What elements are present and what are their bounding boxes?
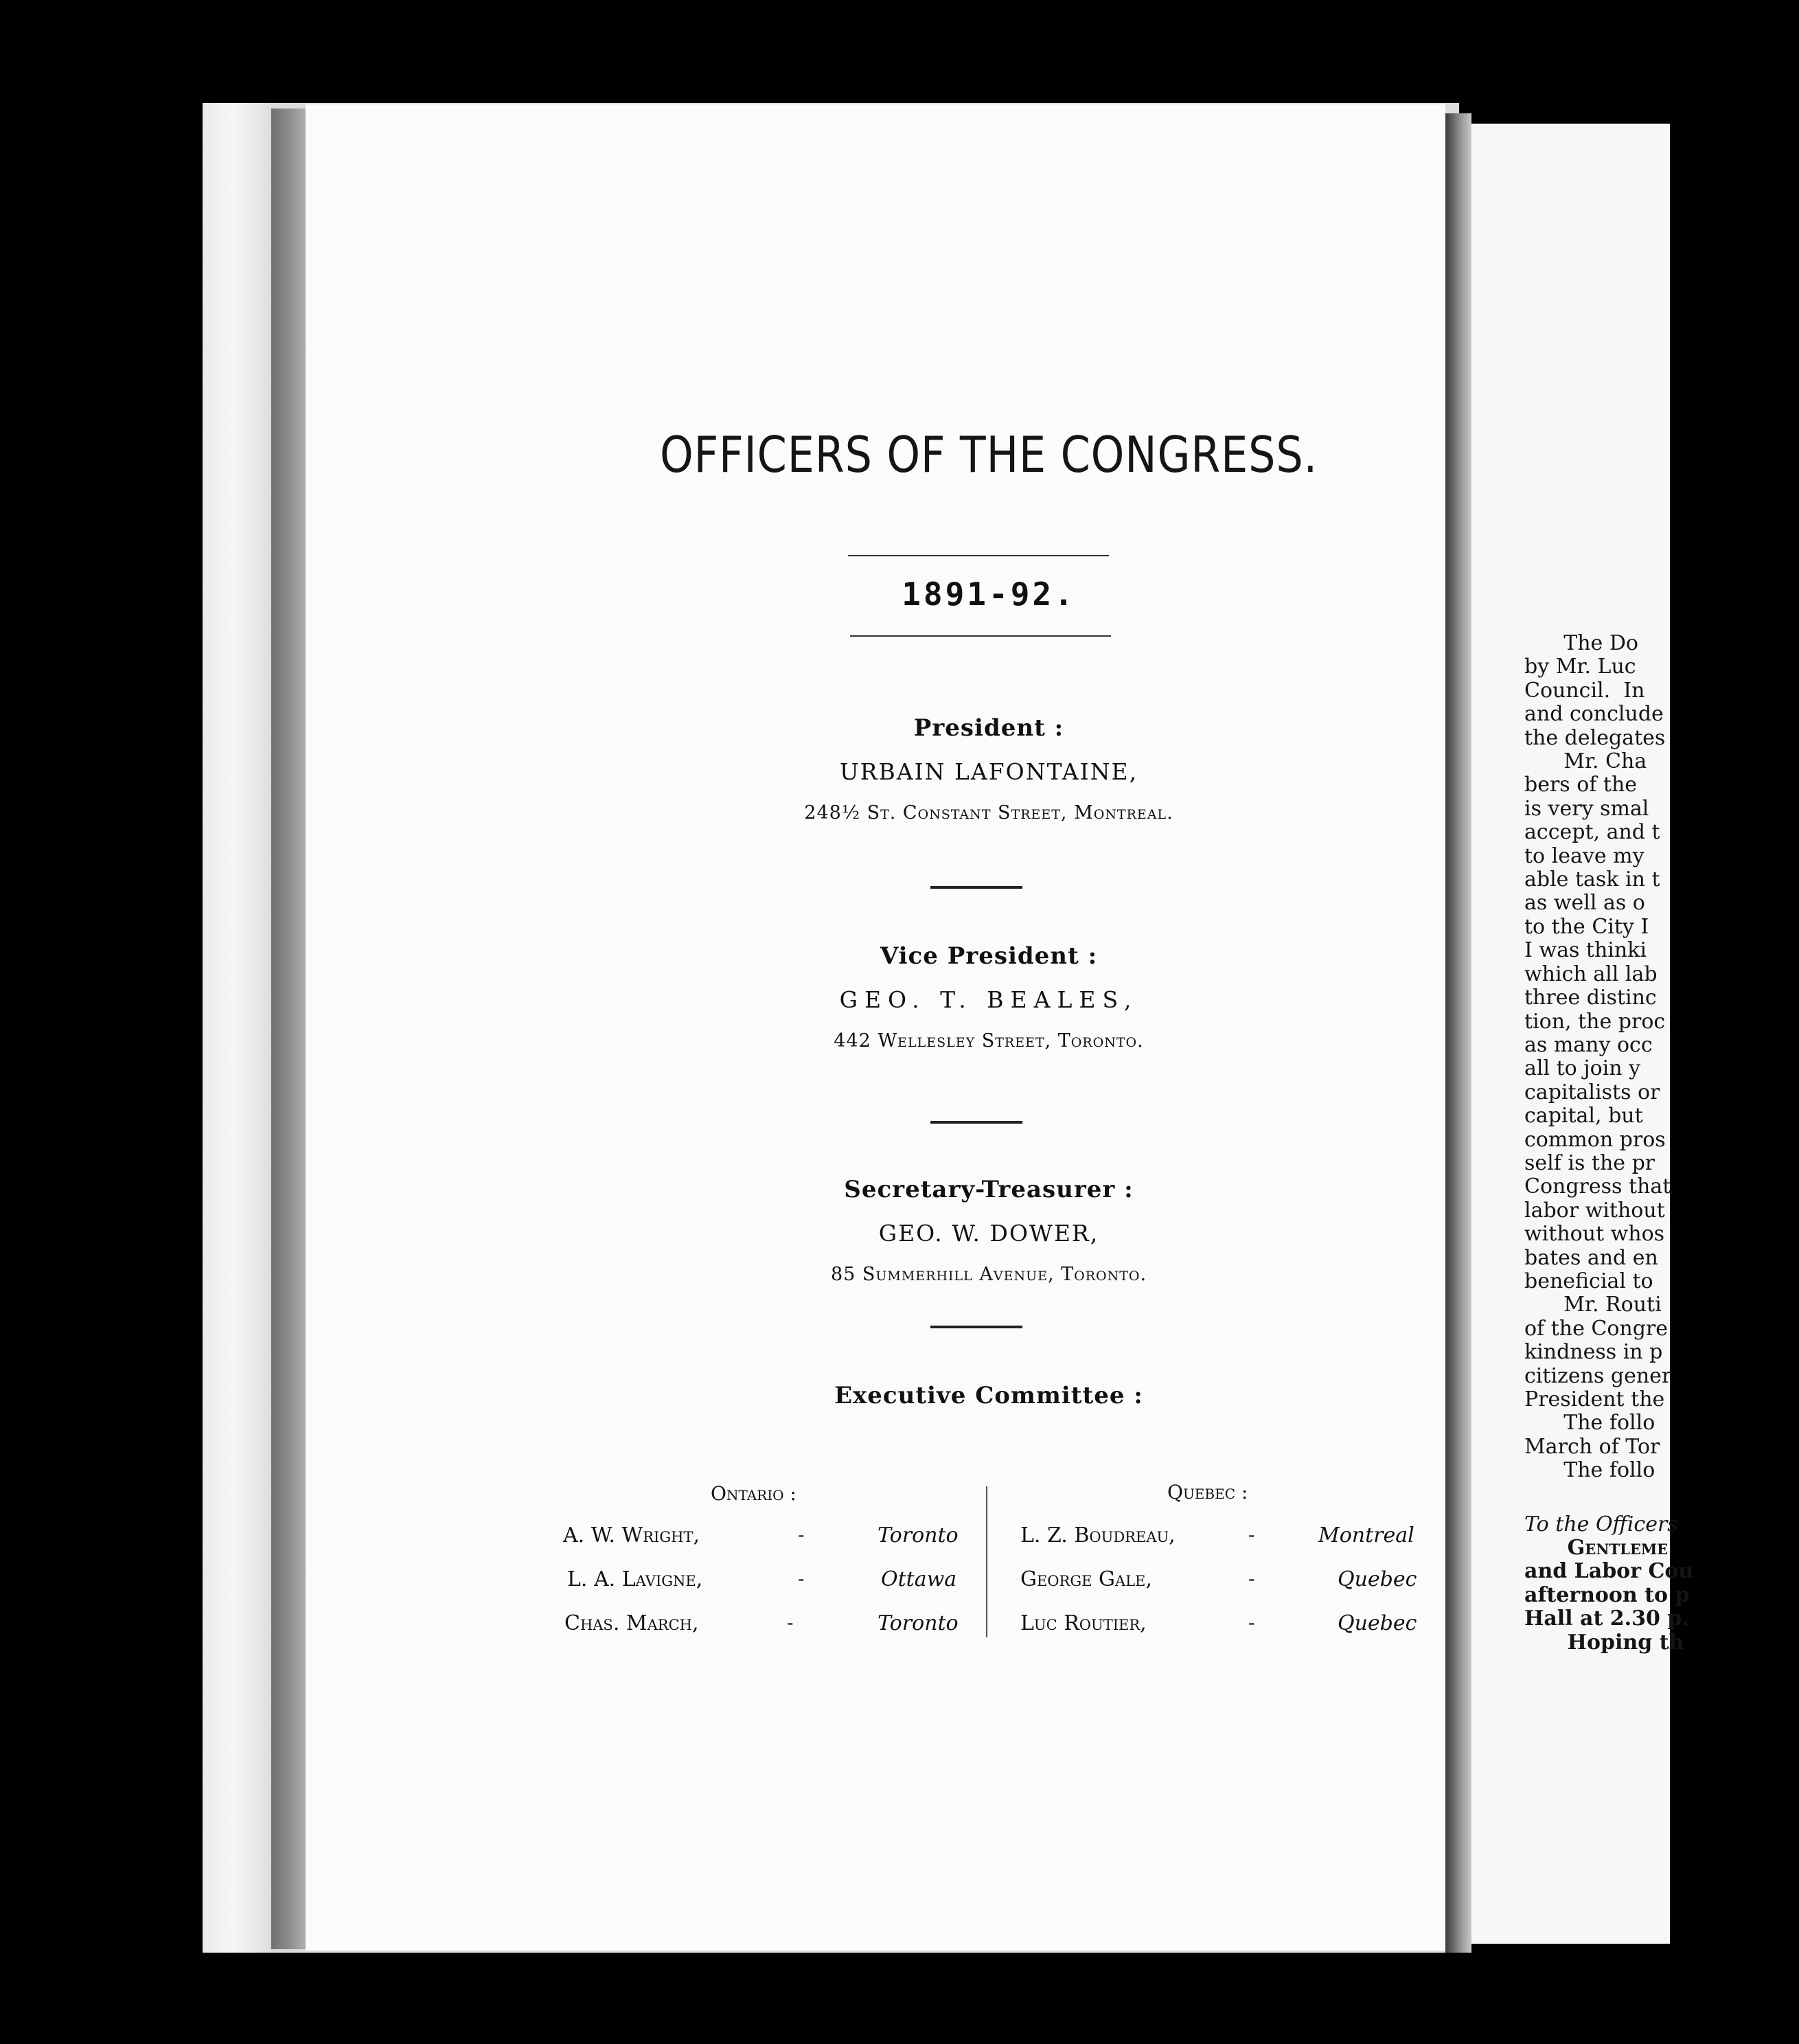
quebec-member-name: L. Z. Boudreau,: [1020, 1523, 1176, 1547]
right-page-line: Mr. Cha: [1524, 749, 1647, 774]
right-page-line: Gentleme: [1524, 1536, 1669, 1560]
right-page-line: bers of the: [1524, 773, 1638, 797]
right-page-line: the delegates: [1524, 725, 1666, 750]
right-page-line: all to join y: [1524, 1056, 1641, 1081]
secretary-treasurer-name: GEO. W. DOWER,: [878, 1220, 1099, 1247]
right-page-line: to the City I: [1524, 914, 1649, 939]
right-page-line: self is the pr: [1524, 1150, 1655, 1175]
right-page-line: Hall at 2.30 p.: [1524, 1606, 1689, 1631]
quebec-member-dash: -: [1248, 1523, 1255, 1546]
right-page-line: and conclude: [1524, 702, 1664, 727]
right-page-italic-line: To the Officers: [1524, 1512, 1678, 1536]
secretary-treasurer-role: Secretary-Treasurer :: [844, 1176, 1134, 1203]
vice-president-name: GEO. T. BEALES,: [839, 986, 1138, 1013]
page-title: OFFICERS OF THE CONGRESS.: [659, 426, 1318, 484]
right-page-line: three distinc: [1524, 986, 1657, 1010]
right-page-line: March of Tor: [1524, 1434, 1660, 1459]
quebec-member-city: Quebec: [1338, 1567, 1417, 1591]
right-page-line: Congress that: [1524, 1174, 1671, 1199]
separator-1: [930, 886, 1022, 889]
right-page-lines: [1524, 632, 1799, 1483]
quebec-member-name: Luc Routier,: [1020, 1611, 1147, 1635]
right-page-line: without whos: [1524, 1222, 1665, 1247]
right-page-line: as well as o: [1524, 891, 1645, 916]
right-page-line: by Mr. Luc: [1524, 655, 1636, 679]
ontario-member-name: Chas. March,: [564, 1611, 699, 1635]
right-page-line: of the Congre: [1524, 1316, 1669, 1341]
right-page-text: [1524, 632, 1799, 1655]
right-page-lines-2: [1524, 1536, 1799, 1655]
secretary-treasurer-address: 85 Summerhill Avenue, Toronto.: [830, 1264, 1147, 1285]
gutter-shadow: [1445, 113, 1471, 1953]
right-page-line: afternoon to p: [1524, 1582, 1690, 1607]
left-page: [306, 104, 1445, 1951]
right-page-line: kindness in p: [1524, 1340, 1663, 1365]
right-page-line: capital, but: [1524, 1104, 1643, 1128]
ontario-member-city: Toronto: [878, 1523, 959, 1547]
right-page-line: The follo: [1524, 1458, 1655, 1483]
rule-top: [848, 555, 1109, 556]
right-page-line: labor without: [1524, 1198, 1665, 1223]
right-page-line: to leave my: [1524, 843, 1645, 868]
rule-bottom: [850, 635, 1111, 637]
right-page-line: which all lab: [1524, 962, 1658, 986]
president-name: URBAIN LAFONTAINE,: [839, 758, 1138, 785]
right-page-line: Hoping th: [1524, 1630, 1684, 1655]
right-page-line: is very smal: [1524, 796, 1649, 821]
ontario-member-name: L. A. Lavigne,: [567, 1567, 703, 1591]
right-page-line: The follo: [1524, 1411, 1655, 1435]
right-page-line: I was thinki: [1524, 938, 1647, 963]
right-page-line: accept, and t: [1524, 820, 1660, 845]
quebec-member-city: Montreal: [1318, 1523, 1414, 1547]
ontario-member-dash: -: [798, 1523, 805, 1546]
quebec-member-name: George Gale,: [1020, 1567, 1152, 1591]
column-divider: [986, 1486, 987, 1637]
ontario-member-dash: -: [798, 1567, 805, 1590]
executive-heading: Executive Committee :: [834, 1382, 1143, 1409]
right-page-line: Council. In: [1524, 678, 1645, 703]
ontario-member-city: Ottawa: [881, 1567, 957, 1591]
vice-president-address: 442 Wellesley Street, Toronto.: [834, 1030, 1144, 1052]
right-page-line: President the: [1524, 1387, 1665, 1411]
right-page-line: able task in t: [1524, 867, 1660, 892]
president-role: President :: [913, 714, 1064, 742]
quebec-label: Quebec :: [1167, 1481, 1248, 1503]
ontario-member-dash: -: [787, 1611, 794, 1634]
separator-3: [930, 1326, 1022, 1328]
quebec-member-city: Quebec: [1338, 1611, 1417, 1635]
president-address: 248½ St. Constant Street, Montreal.: [804, 802, 1173, 824]
right-page: [1471, 124, 1694, 1944]
quebec-member-dash: -: [1248, 1567, 1255, 1590]
right-page-line: beneficial to: [1524, 1269, 1653, 1293]
right-page-line: tion, the proc: [1524, 1009, 1666, 1034]
ontario-label: Ontario :: [711, 1482, 797, 1505]
right-page-line: citizens gener: [1524, 1363, 1672, 1388]
right-page-line: bates and en: [1524, 1245, 1658, 1270]
right-page-line: and Labor Cou: [1524, 1559, 1694, 1584]
quebec-member-dash: -: [1248, 1611, 1255, 1634]
year-heading: 1891-92.: [902, 576, 1076, 613]
vice-president-role: Vice President :: [880, 942, 1098, 970]
right-page-line: as many occ: [1524, 1032, 1653, 1057]
right-page-line: The Do: [1524, 631, 1638, 655]
right-page-line: capitalists or: [1524, 1080, 1660, 1104]
ontario-member-name: A. W. Wright,: [563, 1523, 700, 1547]
right-page-line: common pros: [1524, 1127, 1666, 1152]
ontario-member-city: Toronto: [878, 1611, 959, 1635]
separator-2: [930, 1121, 1022, 1124]
right-page-line: Mr. Routi: [1524, 1293, 1662, 1317]
